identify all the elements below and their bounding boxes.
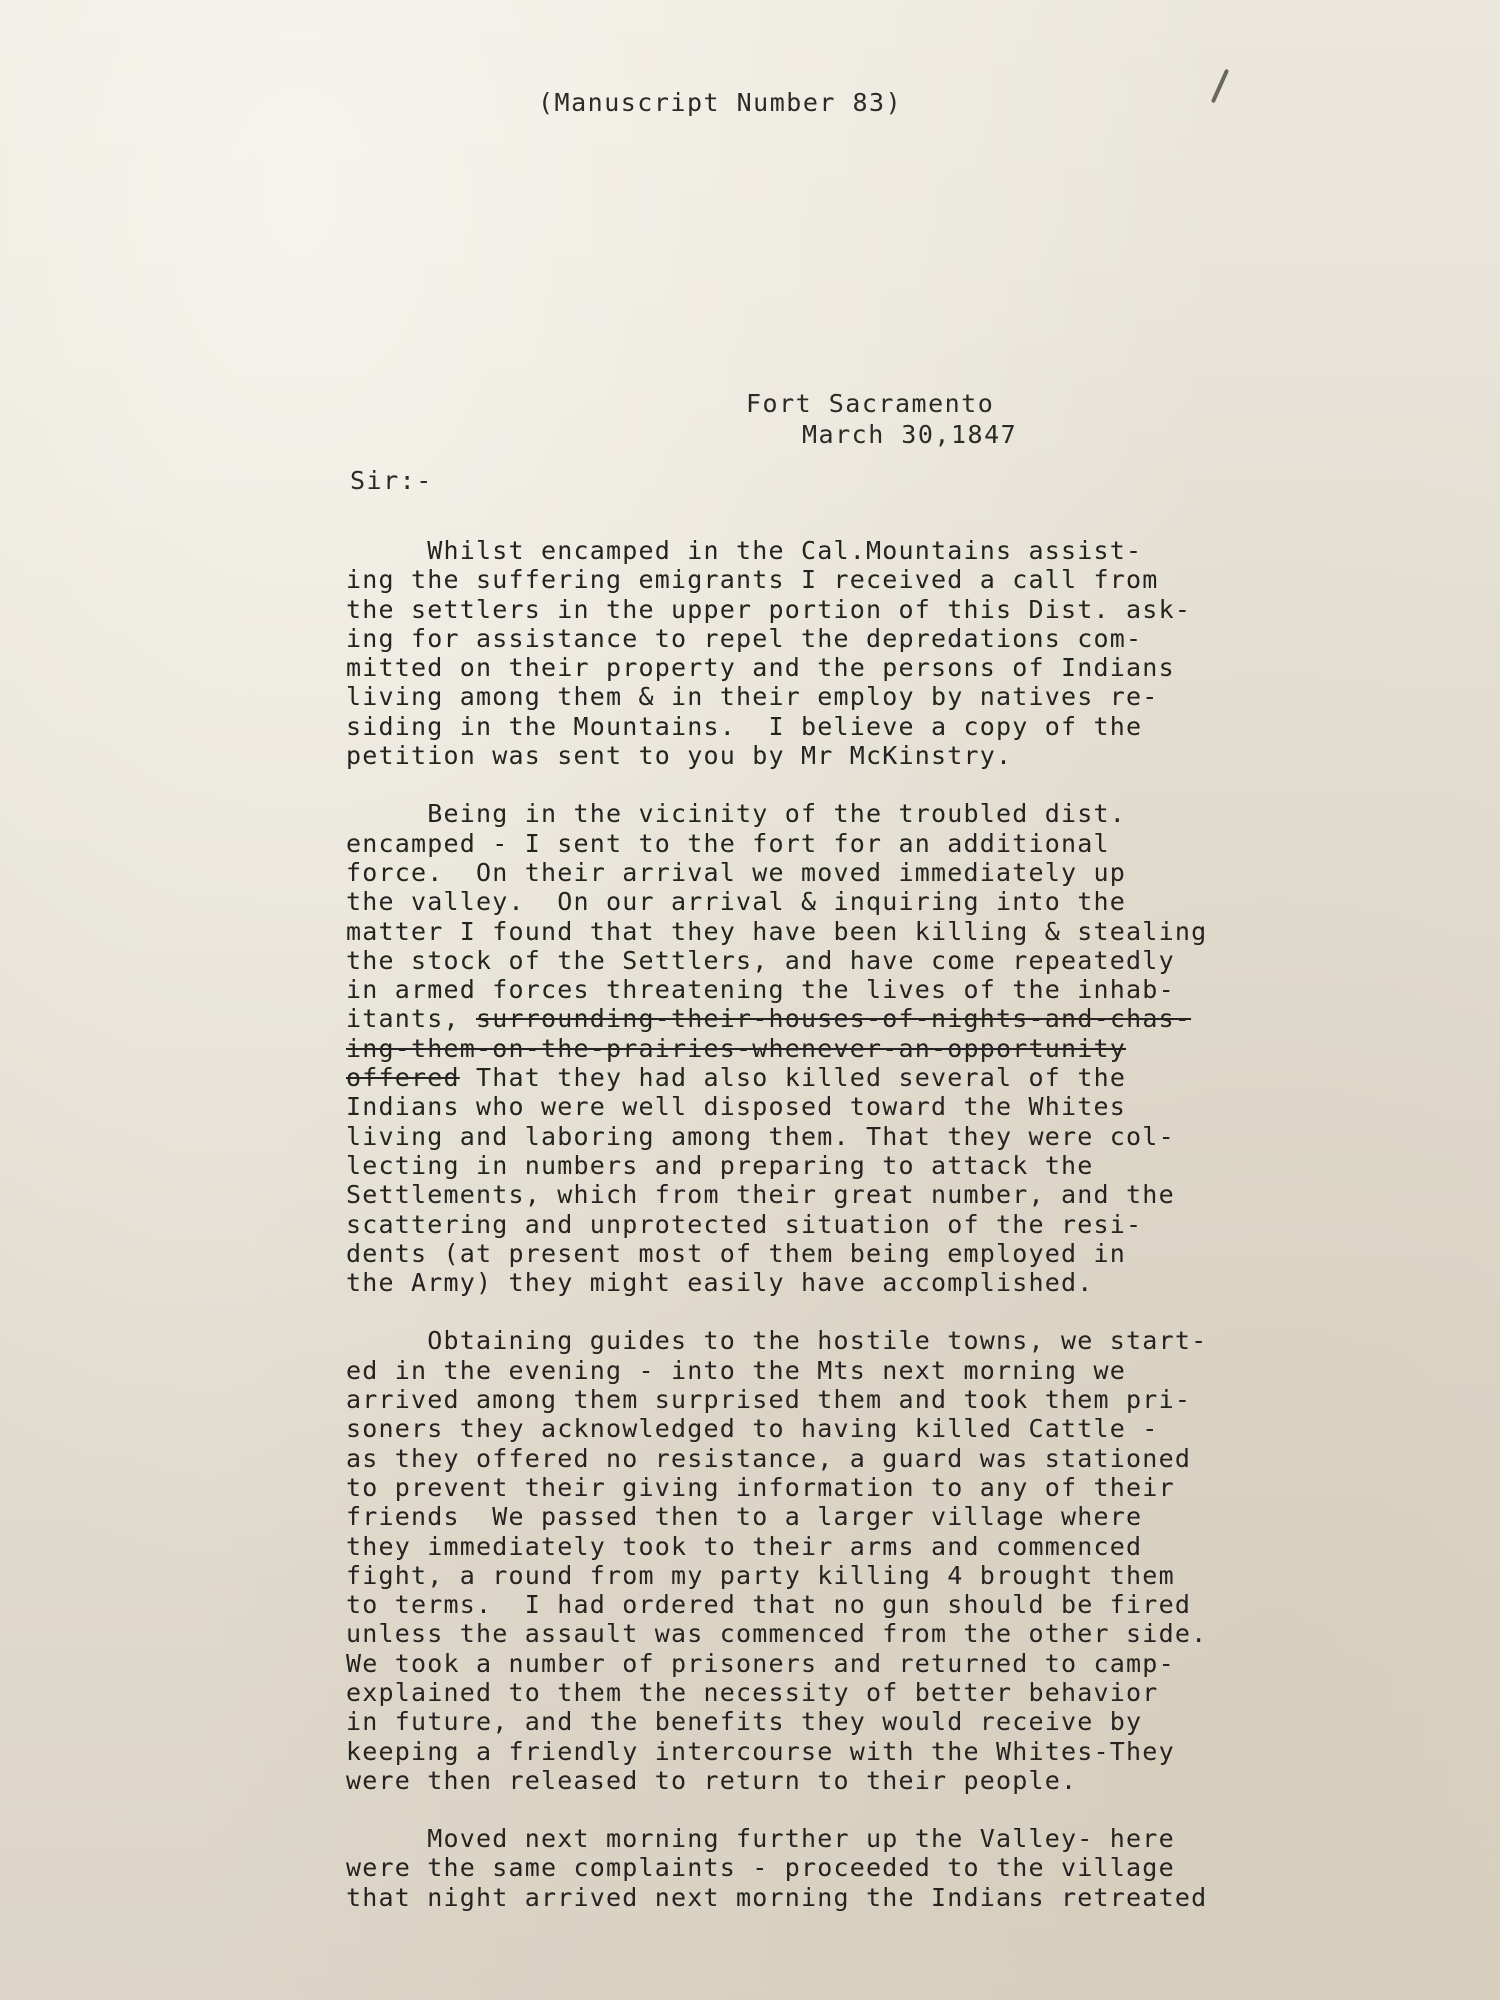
text-line <box>346 887 1306 916</box>
line-text: Settlements, which from their great number, and the <box>346 1180 1175 1210</box>
line-text: scattering and unprotected situation of the resi- <box>346 1209 1143 1239</box>
text-line <box>346 1092 1306 1121</box>
text-line <box>346 1268 1306 1297</box>
text-line <box>346 536 1306 565</box>
line-text: friends We passed then to a larger village where <box>346 1502 1143 1532</box>
line-text: explained to them the necessity of better behavior <box>346 1677 1159 1707</box>
text-line <box>346 1853 1306 1882</box>
line-text: were the same complaints - proceeded to the village <box>346 1853 1175 1883</box>
text-line <box>346 829 1306 858</box>
line-text: in armed forces threatening the lives of the inhab- <box>346 975 1175 1005</box>
text-line <box>346 1649 1306 1678</box>
line-text: dents (at present most of them being employed in <box>346 1238 1127 1268</box>
text-line <box>346 946 1306 975</box>
text-line <box>346 1326 1306 1355</box>
line-text: keeping a friendly intercourse with the Whites-They <box>346 1736 1175 1766</box>
line-text: living and laboring among them. That they were col- <box>346 1121 1175 1151</box>
line-text: unless the assault was commenced from the other side. <box>346 1619 1208 1649</box>
line-text: ed in the evening - into the Mts next morning we <box>346 1355 1127 1385</box>
line-text: force. On their arrival we moved immediately up <box>346 857 1127 887</box>
line-text: ing for assistance to repel the depredations com- <box>346 623 1143 653</box>
text-line <box>346 1414 1306 1443</box>
line-text: in future, and the benefits they would receive by <box>346 1707 1143 1737</box>
text-line <box>346 565 1306 594</box>
text-line <box>346 1678 1306 1707</box>
text-line <box>346 1239 1306 1268</box>
text-line <box>346 1385 1306 1414</box>
text-line <box>346 1444 1306 1473</box>
line-text: We took a number of prisoners and returned to camp- <box>346 1648 1175 1678</box>
text-line <box>346 1707 1306 1736</box>
line-text: living among them & in their employ by natives re- <box>346 682 1159 712</box>
text-line <box>346 1122 1306 1151</box>
paragraph <box>346 799 1306 1297</box>
text-line <box>346 1532 1306 1561</box>
text-line <box>346 1356 1306 1385</box>
text-line <box>346 741 1306 770</box>
text-line <box>346 1766 1306 1795</box>
line-text: soners they acknowledged to having killed Cattle - <box>346 1414 1159 1444</box>
line-text: they immediately took to their arms and commenced <box>346 1531 1143 1561</box>
text-line <box>346 1824 1306 1853</box>
text-line <box>346 1151 1306 1180</box>
line-text: arrived among them surprised them and took them pri- <box>346 1385 1192 1415</box>
line-text: to terms. I had ordered that no gun should be fired <box>346 1590 1192 1620</box>
line-text: ing the suffering emigrants I received a call from <box>346 565 1159 595</box>
text-line <box>346 858 1306 887</box>
line-text: the settlers in the upper portion of this Dist. ask- <box>346 594 1192 624</box>
text-line <box>346 1590 1306 1619</box>
text-line <box>346 624 1306 653</box>
line-text: siding in the Mountains. I believe a copy of the <box>346 711 1143 741</box>
line-text: the Army) they might easily have accomplished. <box>346 1268 1094 1298</box>
text-line <box>346 1180 1306 1209</box>
line-text: Being in the vicinity of the troubled dist. <box>346 799 1127 829</box>
line-text: matter I found that they have been killing & stealing <box>346 916 1208 946</box>
text-line <box>346 1502 1306 1531</box>
paragraph <box>346 536 1306 770</box>
line-text: the stock of the Settlers, and have come repeatedly <box>346 945 1175 975</box>
line-text: fight, a round from my party killing 4 brought them <box>346 1560 1175 1590</box>
text-line <box>346 1473 1306 1502</box>
dateline-place: Fort Sacramento <box>746 389 995 418</box>
salutation: Sir:- <box>350 466 433 495</box>
text-line <box>346 1561 1306 1590</box>
line-text: petition was sent to you by Mr McKinstry. <box>346 741 1013 771</box>
line-text: as they offered no resistance, a guard was stationed <box>346 1443 1192 1473</box>
line-text: that night arrived next morning the Indians retreated <box>346 1882 1208 1912</box>
line-text: lecting in numbers and preparing to attack the <box>346 1150 1094 1180</box>
line-text: to prevent their giving information to any of their <box>346 1472 1175 1502</box>
pencil-mark <box>1211 69 1229 104</box>
text-line <box>346 712 1306 741</box>
line-text: the valley. On our arrival & inquiring into the <box>346 887 1127 917</box>
paragraph <box>346 1326 1306 1795</box>
line-text: mitted on their property and the persons of Indians <box>346 653 1175 683</box>
struck-text: surrounding-their-houses-of-nights-and-chas- <box>476 1004 1192 1034</box>
line-text: itants, <box>346 1004 477 1034</box>
text-line <box>346 653 1306 682</box>
manuscript-heading: (Manuscript Number 83) <box>538 88 903 117</box>
struck-text: ing-them-on-the-prairies-whenever-an-opportunity <box>346 1033 1127 1063</box>
text-line <box>346 1883 1306 1912</box>
line-text: Whilst encamped in the Cal.Mountains assist- <box>346 536 1143 565</box>
text-line <box>346 799 1306 828</box>
text-line <box>346 1034 1306 1063</box>
letter-body <box>346 536 1306 1941</box>
struck-text: offered <box>346 1063 460 1093</box>
dateline <box>746 388 1017 450</box>
text-line <box>346 1210 1306 1239</box>
line-text: Obtaining guides to the hostile towns, we start- <box>346 1326 1208 1356</box>
line-text: That they had also killed several of the <box>459 1063 1127 1093</box>
text-line <box>346 1619 1306 1648</box>
text-line <box>346 917 1306 946</box>
text-line <box>346 682 1306 711</box>
line-text: encamped - I sent to the fort for an additional <box>346 828 1110 858</box>
paragraph <box>346 1824 1306 1912</box>
text-line <box>346 1737 1306 1766</box>
line-text: Moved next morning further up the Valley- here <box>346 1824 1175 1854</box>
text-line <box>346 1004 1306 1033</box>
text-line <box>346 1063 1306 1092</box>
line-text: Indians who were well disposed toward the Whites <box>346 1092 1127 1122</box>
line-text: were then released to return to their people. <box>346 1765 1078 1795</box>
text-line <box>346 975 1306 1004</box>
text-line <box>346 595 1306 624</box>
dateline-date: March 30,1847 <box>802 420 1018 449</box>
